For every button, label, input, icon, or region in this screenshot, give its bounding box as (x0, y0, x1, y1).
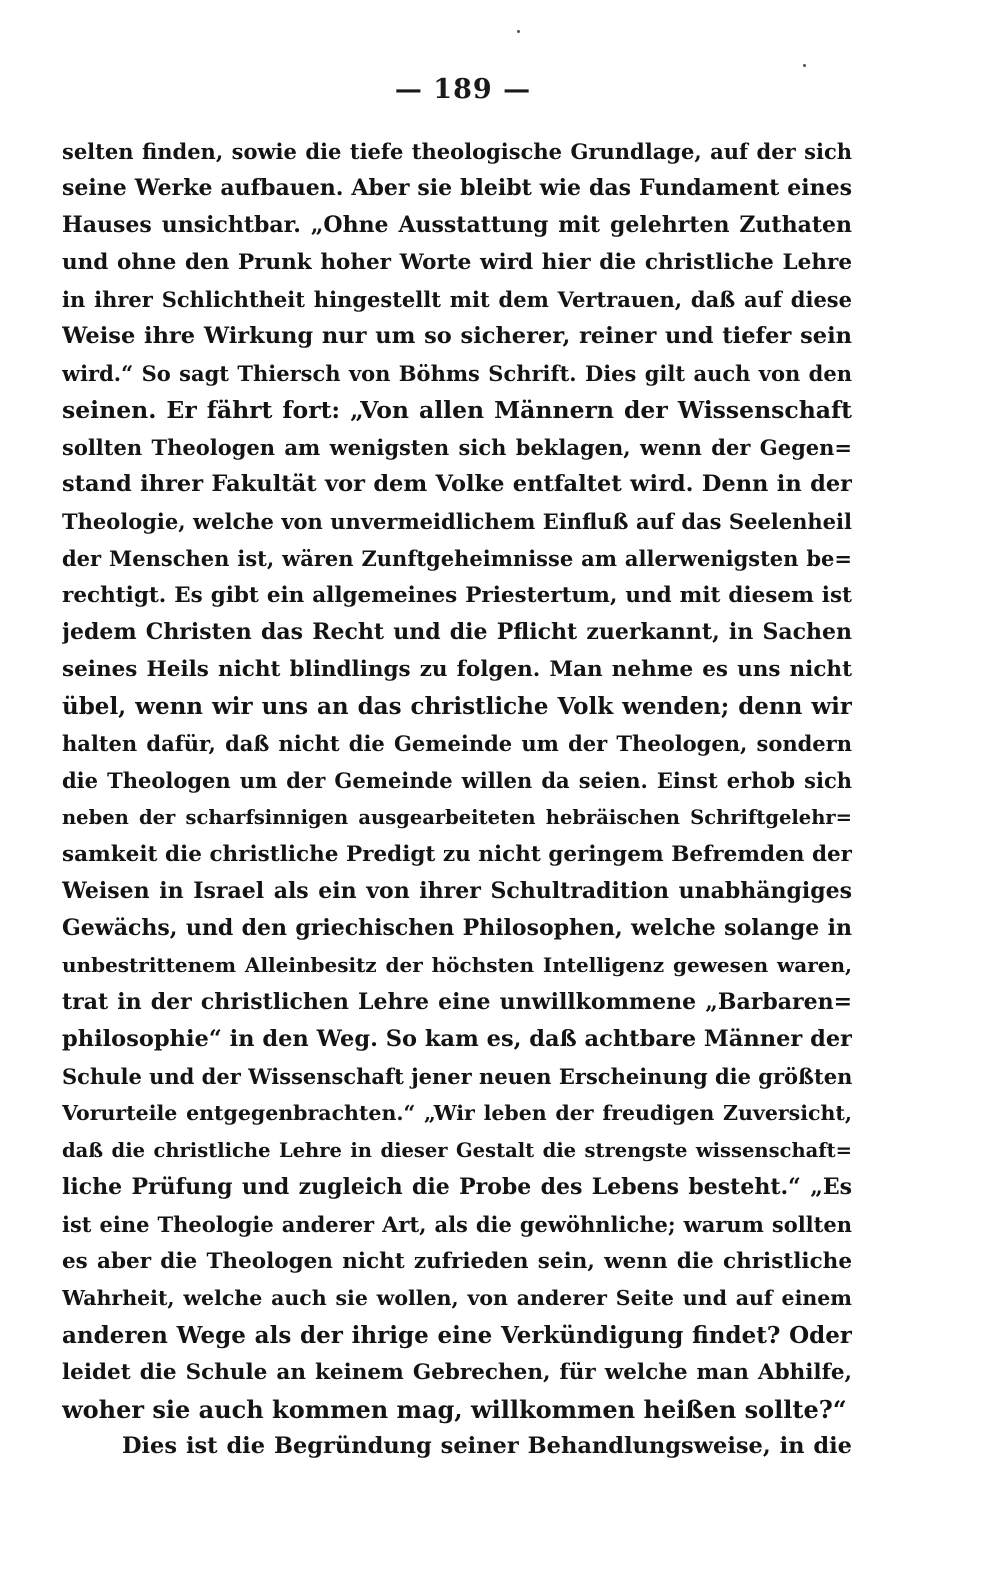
paper-speck (517, 30, 520, 33)
paper-speck (803, 64, 806, 67)
text-line: seine Werke aufbauen. Aber sie bleibt wie das Fundament eines (62, 175, 852, 201)
text-line: jedem Christen das Recht und die Pflicht zuerkannt, in Sachen (62, 619, 852, 645)
page-number: — 189 — (394, 74, 532, 105)
text-line: neben der scharfsinnigen ausgearbeiteten hebräischen Schriftgelehr= (62, 806, 852, 829)
text-line-paragraph-start: Dies ist die Begründung seiner Behandlungsweise, in die (122, 1433, 852, 1459)
text-line-paragraph-end: woher sie auch kommen mag, willkommen heißen sollte?“ (62, 1395, 847, 1424)
text-line: anderen Wege als der ihrige eine Verkündigung findet? Oder (62, 1322, 852, 1349)
text-line: übel, wenn wir uns an das christliche Volk wenden; denn wir (62, 693, 852, 720)
text-line: Wahrheit, welche auch sie wollen, von anderer Seite und auf einem (62, 1286, 852, 1310)
text-line: in ihrer Schlichtheit hingestellt mit dem Vertrauen, daß auf diese (62, 287, 852, 312)
text-line: rechtigt. Es gibt ein allgemeines Priestertum, und mit diesem ist (62, 583, 852, 608)
text-line: es aber die Theologen nicht zufrieden sein, wenn die christliche (62, 1249, 852, 1274)
text-line: ist eine Theologie anderer Art, als die gewöhnliche; warum sollten (62, 1212, 852, 1237)
text-line: Vorurteile entgegenbrachten.“ „Wir leben der freudigen Zuversicht, (62, 1101, 852, 1125)
text-line: philosophie“ in den Weg. So kam es, daß achtbare Männer der (62, 1026, 852, 1052)
text-line: daß die christliche Lehre in dieser Gestalt die strengste wissenschaft= (62, 1139, 852, 1162)
text-line: seinen. Er fährt fort: „Von allen Männern der Wissenschaft (62, 396, 852, 424)
text-line: Hauses unsichtbar. „Ohne Ausstattung mit gelehrten Zuthaten (62, 212, 852, 238)
text-line: die Theologen um der Gemeinde willen da seien. Einst erhob sich (62, 768, 852, 793)
text-line: sollten Theologen am wenigsten sich beklagen, wenn der Gegen= (62, 435, 852, 460)
text-line: und ohne den Prunk hoher Worte wird hier die christliche Lehre (62, 250, 852, 275)
text-line: leidet die Schule an keinem Gebrechen, für welche man Abhilfe, (62, 1360, 852, 1385)
text-line: der Menschen ist, wären Zunftgeheimnisse am allerwenigsten be= (62, 546, 852, 571)
text-line: Weise ihre Wirkung nur um so sicherer, reiner und tiefer sein (62, 323, 852, 349)
text-line: halten dafür, daß nicht die Gemeinde um der Theologen, sondern (62, 731, 852, 756)
body-text (62, 133, 852, 1465)
text-line: selten finden, sowie die tiefe theologische Grundlage, auf der sich (62, 139, 852, 164)
text-line: Schule und der Wissenschaft jener neuen Erscheinung die größten (62, 1064, 852, 1089)
text-line: Theologie, welche von unvermeidlichem Einfluß auf das Seelenheil (62, 509, 852, 534)
text-line: unbestrittenem Alleinbesitz der höchsten Intelligenz gewesen waren, (62, 953, 852, 977)
text-line: wird.“ So sagt Thiersch von Böhms Schrift. Dies gilt auch von den (62, 361, 852, 386)
text-line: Gewächs, und den griechischen Philosophen, welche solange in (62, 915, 852, 941)
text-line: samkeit die christliche Predigt zu nicht geringem Befremden der (62, 842, 852, 867)
text-line: liche Prüfung und zugleich die Probe des Lebens besteht.“ „Es (62, 1174, 852, 1200)
text-line: stand ihrer Fakultät vor dem Volke entfaltet wird. Denn in der (62, 471, 852, 497)
text-line: seines Heils nicht blindlings zu folgen. Man nehme es uns nicht (62, 657, 852, 682)
text-line: Weisen in Israel als ein von ihrer Schultradition unabhängiges (62, 878, 852, 904)
text-line: trat in der christlichen Lehre eine unwillkommene „Barbaren= (62, 989, 852, 1015)
